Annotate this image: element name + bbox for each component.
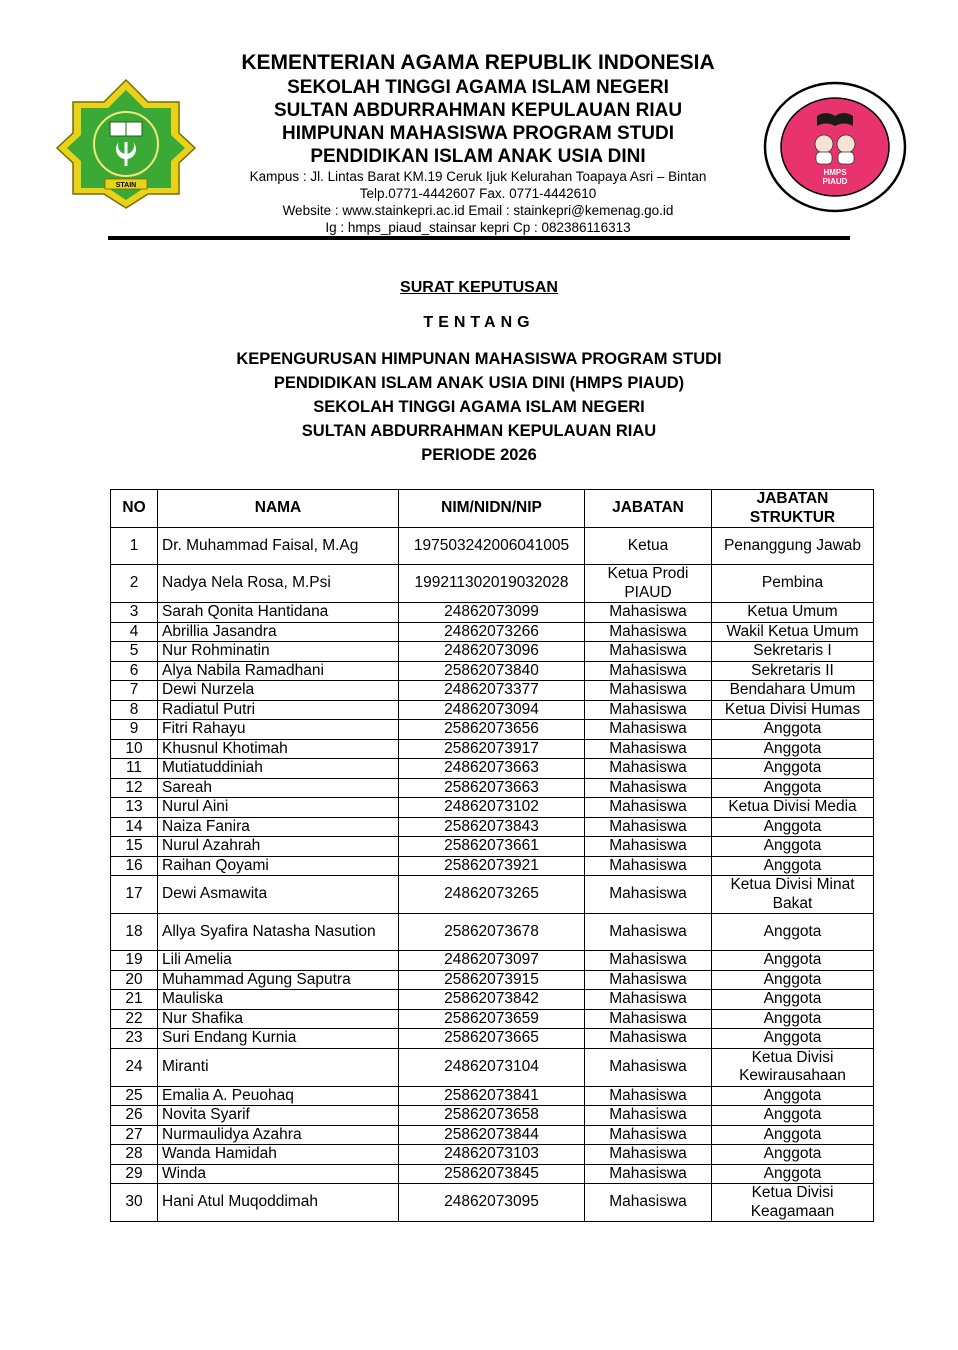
table-header-row xyxy=(111,490,874,528)
table-row xyxy=(111,837,874,857)
header-jabatan-struktur: JABATAN STRUKTUR xyxy=(712,490,874,528)
cell-jabatan: Mahasiswa xyxy=(585,1048,712,1086)
cell-nim: 24862073104 xyxy=(399,1048,585,1086)
logo-right-text-1: HMPS xyxy=(823,168,847,177)
cell-no: 24 xyxy=(111,1048,158,1086)
cell-no: 10 xyxy=(111,739,158,759)
cell-no: 26 xyxy=(111,1106,158,1126)
table-row xyxy=(111,1164,874,1184)
cell-no: 28 xyxy=(111,1145,158,1165)
cell-no: 17 xyxy=(111,876,158,914)
cell-jabatan-struktur: Anggota xyxy=(712,970,874,990)
institution-line-4: PENDIDIKAN ISLAM ANAK USIA DINI xyxy=(310,146,646,167)
cell-nama: Nurul Azahrah xyxy=(158,837,399,857)
cell-jabatan: Mahasiswa xyxy=(585,720,712,740)
cell-no: 4 xyxy=(111,622,158,642)
cell-jabatan: Mahasiswa xyxy=(585,622,712,642)
cell-nama: Sareah xyxy=(158,778,399,798)
cell-jabatan-struktur: Anggota xyxy=(712,1106,874,1126)
letter-title: SURAT KEPUTUSAN xyxy=(400,279,558,296)
cell-nim: 25862073661 xyxy=(399,837,585,857)
table-row xyxy=(111,622,874,642)
cell-nama: Nadya Nela Rosa, M.Psi xyxy=(158,565,399,603)
cell-jabatan-struktur: Sekretaris I xyxy=(712,642,874,662)
cell-nim: 197503242006041005 xyxy=(399,528,585,565)
table-row xyxy=(111,951,874,971)
letter-about: TENTANG xyxy=(423,314,535,331)
cell-no: 18 xyxy=(111,914,158,951)
address: Kampus : Jl. Lintas Barat KM.19 Ceruk Ijuk Kelurahan Toapaya Asri – Bintan xyxy=(249,169,707,184)
cell-jabatan: Mahasiswa xyxy=(585,1164,712,1184)
cell-nama: Hani Atul Muqoddimah xyxy=(158,1184,399,1222)
header-jabatan: JABATAN xyxy=(585,490,712,528)
cell-nama: Abrillia Jasandra xyxy=(158,622,399,642)
cell-nama: Muhammad Agung Saputra xyxy=(158,970,399,990)
cell-jabatan: Mahasiswa xyxy=(585,990,712,1010)
cell-jabatan-struktur: Anggota xyxy=(712,778,874,798)
table-row xyxy=(111,528,874,565)
subject-line: SEKOLAH TINGGI AGAMA ISLAM NEGERI xyxy=(313,398,645,416)
table-row xyxy=(111,1125,874,1145)
cell-no: 7 xyxy=(111,681,158,701)
cell-jabatan-struktur: Anggota xyxy=(712,951,874,971)
table-row xyxy=(111,759,874,779)
cell-jabatan: Mahasiswa xyxy=(585,1125,712,1145)
cell-nama: Raihan Qoyami xyxy=(158,856,399,876)
table-row xyxy=(111,1145,874,1165)
table-row xyxy=(111,661,874,681)
cell-nim: 24862073266 xyxy=(399,622,585,642)
cell-jabatan-struktur: Anggota xyxy=(712,739,874,759)
cell-jabatan: Mahasiswa xyxy=(585,603,712,623)
cell-nim: 24862073103 xyxy=(399,1145,585,1165)
cell-jabatan-struktur: Wakil Ketua Umum xyxy=(712,622,874,642)
cell-nim: 24862073094 xyxy=(399,700,585,720)
cell-jabatan-struktur: Ketua Divisi Keagamaan xyxy=(712,1184,874,1222)
cell-nama: Khusnul Khotimah xyxy=(158,739,399,759)
cell-jabatan: Mahasiswa xyxy=(585,837,712,857)
cell-nim: 24862073265 xyxy=(399,876,585,914)
cell-no: 3 xyxy=(111,603,158,623)
table-row xyxy=(111,990,874,1010)
cell-no: 14 xyxy=(111,817,158,837)
cell-jabatan-struktur: Sekretaris II xyxy=(712,661,874,681)
cell-no: 29 xyxy=(111,1164,158,1184)
cell-jabatan-struktur: Anggota xyxy=(712,759,874,779)
cell-jabatan-struktur: Anggota xyxy=(712,1029,874,1049)
cell-jabatan: Mahasiswa xyxy=(585,856,712,876)
cell-no: 15 xyxy=(111,837,158,857)
cell-jabatan-struktur: Ketua Umum xyxy=(712,603,874,623)
cell-jabatan-struktur: Anggota xyxy=(712,1125,874,1145)
institution-line-3: HIMPUNAN MAHASISWA PROGRAM STUDI xyxy=(282,123,674,144)
cell-nama: Dewi Nurzela xyxy=(158,681,399,701)
cell-nama: Allya Syafira Natasha Nasution xyxy=(158,914,399,951)
table-body xyxy=(111,528,874,1222)
table-row xyxy=(111,681,874,701)
table-row xyxy=(111,798,874,818)
cell-nama: Nur Rohminatin xyxy=(158,642,399,662)
cell-jabatan-struktur: Anggota xyxy=(712,914,874,951)
cell-jabatan-struktur: Ketua Divisi Media xyxy=(712,798,874,818)
table-row xyxy=(111,720,874,740)
cell-nama: Novita Syarif xyxy=(158,1106,399,1126)
table-row xyxy=(111,642,874,662)
cell-no: 23 xyxy=(111,1029,158,1049)
cell-jabatan: Mahasiswa xyxy=(585,661,712,681)
cell-jabatan: Mahasiswa xyxy=(585,759,712,779)
cell-nama: Mauliska xyxy=(158,990,399,1010)
cell-nama: Wanda Hamidah xyxy=(158,1145,399,1165)
cell-nama: Emalia A. Peuohaq xyxy=(158,1086,399,1106)
cell-nama: Radiatul Putri xyxy=(158,700,399,720)
cell-nim: 25862073665 xyxy=(399,1029,585,1049)
cell-jabatan: Mahasiswa xyxy=(585,778,712,798)
cell-jabatan: Mahasiswa xyxy=(585,681,712,701)
cell-nama: Winda xyxy=(158,1164,399,1184)
table-row xyxy=(111,739,874,759)
cell-nim: 24862073102 xyxy=(399,798,585,818)
cell-no: 9 xyxy=(111,720,158,740)
stain-logo xyxy=(55,78,197,210)
cell-jabatan-struktur: Ketua Divisi Humas xyxy=(712,700,874,720)
cell-jabatan-struktur: Ketua Divisi Kewirausahaan xyxy=(712,1048,874,1086)
cell-jabatan: Mahasiswa xyxy=(585,1009,712,1029)
table-row xyxy=(111,1009,874,1029)
cell-nim: 25862073921 xyxy=(399,856,585,876)
cell-jabatan: Mahasiswa xyxy=(585,739,712,759)
table-row xyxy=(111,914,874,951)
table-row xyxy=(111,970,874,990)
cell-nim: 25862073845 xyxy=(399,1164,585,1184)
cell-no: 12 xyxy=(111,778,158,798)
phone: Telp.0771-4442607 Fax. 0771-4442610 xyxy=(359,186,597,201)
cell-jabatan: Mahasiswa xyxy=(585,970,712,990)
table-row xyxy=(111,565,874,603)
cell-nama: Miranti xyxy=(158,1048,399,1086)
table-row xyxy=(111,1106,874,1126)
cell-no: 25 xyxy=(111,1086,158,1106)
hmps-piaud-logo xyxy=(762,80,908,214)
logo-child-left-icon xyxy=(815,135,833,153)
cell-jabatan: Mahasiswa xyxy=(585,1086,712,1106)
cell-nama: Suri Endang Kurnia xyxy=(158,1029,399,1049)
cell-no: 30 xyxy=(111,1184,158,1222)
institution-line-1: SEKOLAH TINGGI AGAMA ISLAM NEGERI xyxy=(287,77,669,98)
cell-nim: 24862073663 xyxy=(399,759,585,779)
cell-jabatan-struktur: Anggota xyxy=(712,990,874,1010)
logo-child-right-icon xyxy=(837,135,855,153)
cell-jabatan: Mahasiswa xyxy=(585,798,712,818)
cell-nama: Dewi Asmawita xyxy=(158,876,399,914)
cell-nama: Mutiatuddiniah xyxy=(158,759,399,779)
table-row xyxy=(111,1029,874,1049)
header-no: NO xyxy=(111,490,158,528)
cell-nama: Nurul Aini xyxy=(158,798,399,818)
letter-subject xyxy=(0,347,958,467)
committee-table xyxy=(110,489,874,1222)
cell-nim: 24862073096 xyxy=(399,642,585,662)
cell-jabatan-struktur: Anggota xyxy=(712,856,874,876)
cell-no: 16 xyxy=(111,856,158,876)
cell-jabatan: Mahasiswa xyxy=(585,876,712,914)
cell-jabatan: Mahasiswa xyxy=(585,914,712,951)
cell-no: 19 xyxy=(111,951,158,971)
cell-nim: 25862073844 xyxy=(399,1125,585,1145)
logo-right-text-2: PIAUD xyxy=(822,177,848,186)
header-nim: NIM/NIDN/NIP xyxy=(399,490,585,528)
cell-nim: 25862073915 xyxy=(399,970,585,990)
cell-jabatan-struktur: Anggota xyxy=(712,817,874,837)
instagram-contact: Ig : hmps_piaud_stainsar kepri Cp : 082386116313 xyxy=(325,220,631,235)
cell-nama: Dr. Muhammad Faisal, M.Ag xyxy=(158,528,399,565)
cell-nama: Alya Nabila Ramadhani xyxy=(158,661,399,681)
cell-nim: 25862073841 xyxy=(399,1086,585,1106)
cell-jabatan-struktur: Anggota xyxy=(712,837,874,857)
cell-jabatan: Mahasiswa xyxy=(585,1145,712,1165)
table-row xyxy=(111,856,874,876)
cell-jabatan-struktur: Anggota xyxy=(712,1164,874,1184)
cell-jabatan: Mahasiswa xyxy=(585,817,712,837)
cell-jabatan-struktur: Bendahara Umum xyxy=(712,681,874,701)
cell-no: 1 xyxy=(111,528,158,565)
subject-line: PERIODE 2026 xyxy=(421,446,537,464)
cell-nama: Nurmaulidya Azahra xyxy=(158,1125,399,1145)
cell-no: 27 xyxy=(111,1125,158,1145)
cell-jabatan: Mahasiswa xyxy=(585,1029,712,1049)
cell-no: 21 xyxy=(111,990,158,1010)
cell-jabatan-struktur: Anggota xyxy=(712,1009,874,1029)
table-row xyxy=(111,700,874,720)
ministry-name: KEMENTERIAN AGAMA REPUBLIK INDONESIA xyxy=(241,51,715,74)
subject-line: PENDIDIKAN ISLAM ANAK USIA DINI (HMPS PIAUD) xyxy=(273,374,685,392)
cell-nim: 25862073659 xyxy=(399,1009,585,1029)
cell-nama: Naiza Fanira xyxy=(158,817,399,837)
cell-no: 20 xyxy=(111,970,158,990)
cell-jabatan-struktur: Anggota xyxy=(712,1086,874,1106)
subject-line: SULTAN ABDURRAHMAN KEPULAUAN RIAU xyxy=(301,422,657,440)
cell-nim: 24862073095 xyxy=(399,1184,585,1222)
cell-no: 2 xyxy=(111,565,158,603)
website-email: Website : www.stainkepri.ac.id Email : stainkepri@kemenag.go.id xyxy=(282,203,674,218)
cell-no: 6 xyxy=(111,661,158,681)
cell-no: 11 xyxy=(111,759,158,779)
cell-jabatan: Ketua Prodi PIAUD xyxy=(585,565,712,603)
cell-jabatan-struktur: Anggota xyxy=(712,1145,874,1165)
table-row xyxy=(111,1184,874,1222)
cell-jabatan-struktur: Pembina xyxy=(712,565,874,603)
cell-no: 5 xyxy=(111,642,158,662)
subject-line: KEPENGURUSAN HIMPUNAN MAHASISWA PROGRAM STUDI xyxy=(236,350,722,368)
cell-jabatan-struktur: Penanggung Jawab xyxy=(712,528,874,565)
cell-no: 22 xyxy=(111,1009,158,1029)
cell-jabatan: Mahasiswa xyxy=(585,951,712,971)
table-row xyxy=(111,876,874,914)
table-row xyxy=(111,603,874,623)
cell-no: 8 xyxy=(111,700,158,720)
cell-nim: 25862073656 xyxy=(399,720,585,740)
letterhead xyxy=(200,50,756,236)
cell-nama: Lili Amelia xyxy=(158,951,399,971)
cell-nim: 25862073678 xyxy=(399,914,585,951)
cell-nim: 24862073099 xyxy=(399,603,585,623)
table-row xyxy=(111,1048,874,1086)
table-row xyxy=(111,778,874,798)
cell-jabatan: Mahasiswa xyxy=(585,700,712,720)
logo-left-text: STAIN xyxy=(115,182,137,189)
cell-nama: Sarah Qonita Hantidana xyxy=(158,603,399,623)
cell-jabatan: Mahasiswa xyxy=(585,642,712,662)
cell-nim: 25862073843 xyxy=(399,817,585,837)
cell-nim: 25862073917 xyxy=(399,739,585,759)
table-row xyxy=(111,817,874,837)
cell-nim: 25862073658 xyxy=(399,1106,585,1126)
cell-jabatan-struktur: Ketua Divisi Minat Bakat xyxy=(712,876,874,914)
cell-nim: 25862073842 xyxy=(399,990,585,1010)
cell-nim: 25862073663 xyxy=(399,778,585,798)
institution-line-2: SULTAN ABDURRAHMAN KEPULAUAN RIAU xyxy=(273,100,683,121)
cell-nim: 25862073840 xyxy=(399,661,585,681)
header-divider xyxy=(108,236,850,240)
header-nama: NAMA xyxy=(158,490,399,528)
table-row xyxy=(111,1086,874,1106)
cell-jabatan: Ketua xyxy=(585,528,712,565)
cell-jabatan: Mahasiswa xyxy=(585,1184,712,1222)
cell-nim: 199211302019032028 xyxy=(399,565,585,603)
cell-nama: Fitri Rahayu xyxy=(158,720,399,740)
cell-nim: 24862073097 xyxy=(399,951,585,971)
cell-nama: Nur Shafika xyxy=(158,1009,399,1029)
cell-jabatan-struktur: Anggota xyxy=(712,720,874,740)
cell-nim: 24862073377 xyxy=(399,681,585,701)
cell-no: 13 xyxy=(111,798,158,818)
cell-jabatan: Mahasiswa xyxy=(585,1106,712,1126)
